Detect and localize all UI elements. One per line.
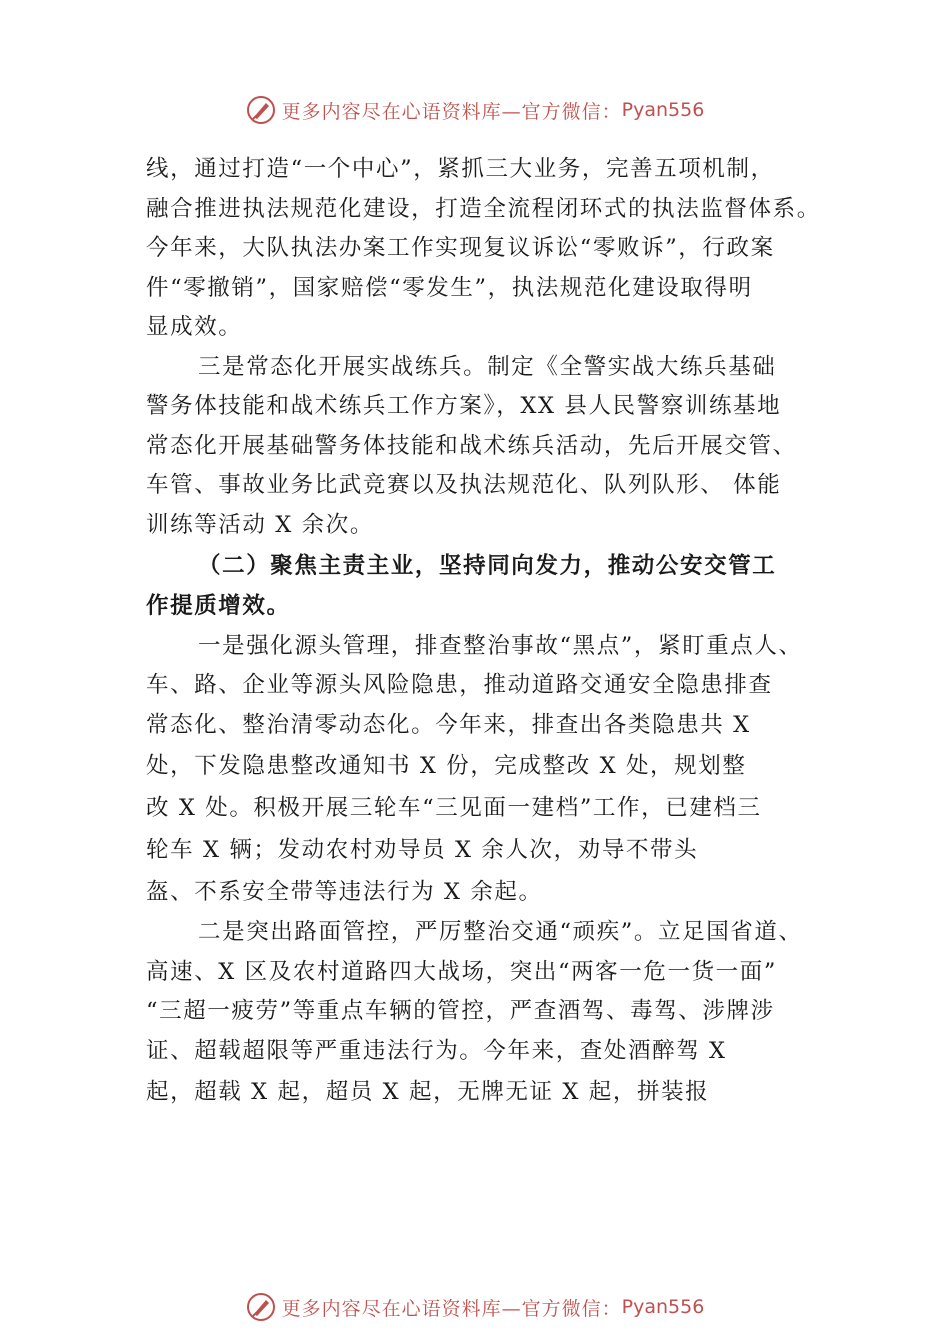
section-heading: 作提质增效。	[146, 593, 291, 619]
watermark-handle: Pyan556	[621, 1296, 705, 1318]
paragraph-line: 警务体技能和战术练兵工作方案》，XX 县人民警察训练基地	[146, 393, 782, 419]
paragraph-line: 融合推进执法规范化建设，打造全流程闭环式的执法监督体系。	[146, 195, 821, 222]
paragraph-line: 显成效。	[146, 314, 243, 340]
paragraph-line: 训练等活动 X 余次。	[146, 511, 374, 538]
header-watermark	[0, 95, 950, 125]
quill-pen-logo-icon	[246, 95, 276, 125]
paragraph-line: 处，下发隐患整改通知书 X 份，完成整改 X 处，规划整	[146, 753, 747, 779]
quill-pen-logo-icon	[246, 1292, 276, 1322]
section-heading: （二）聚焦主责主业，坚持同向发力，推动公安交管工	[198, 553, 777, 579]
paragraph-line: 三是常态化开展实战练兵。制定《全警实战大练兵基础	[198, 353, 777, 380]
paragraph-line: 轮车 X 辆；发动农村劝导员 X 余人次，劝导不带头	[146, 837, 699, 863]
paragraph-line: 常态化、整治清零动态化。今年来，排查出各类隐患共 X	[146, 711, 751, 738]
watermark-text: 更多内容尽在心语资料库—官方微信：	[281, 1297, 622, 1320]
paragraph-line: 车管、事故业务比武竞赛以及执法规范化、队列队形、 体能	[146, 472, 782, 498]
document-body	[146, 150, 821, 1113]
watermark-handle: Pyan556	[621, 99, 705, 121]
paragraph-line: 线，通过打造“一个中心”，紧抓三大业务，完善五项机制，	[146, 156, 775, 182]
paragraph-line: 证、超载超限等严重违法行为。今年来，查处酒醉驾 X	[146, 1037, 727, 1064]
paragraph-line: 起，超载 X 起，超员 X 起，无牌无证 X 起，拼装报	[146, 1079, 710, 1105]
paragraph-line: 高速、X 区及农村道路四大战场，突出“两客一危一货一面”	[146, 958, 777, 985]
paragraph-line: 今年来，大队执法办案工作实现复议诉讼“零败诉”，行政案	[146, 235, 775, 261]
paragraph-line: 盔、不系安全带等违法行为 X 余起。	[146, 879, 543, 905]
paragraph-line: 件“零撤销”，国家赔偿“零发生”，执法规范化建设取得明	[146, 274, 753, 301]
paragraph-line: “三超一疲劳”等重点车辆的管控，严查酒驾、毒驾、涉牌涉	[146, 998, 775, 1024]
watermark-text: 更多内容尽在心语资料库—官方微信：	[281, 100, 622, 123]
paragraph-line: 常态化开展基础警务体技能和战术练兵活动，先后开展交管、	[146, 432, 797, 459]
paragraph-line: 车、路、企业等源头风险隐患，推动道路交通安全隐患排查	[146, 672, 773, 698]
paragraph-line: 改 X 处。积极开展三轮车“三见面一建档”工作，已建档三	[146, 795, 762, 821]
footer-watermark	[0, 1292, 950, 1322]
paragraph-line: 一是强化源头管理，排查整治事故“黑点”，紧盯重点人、	[198, 632, 803, 659]
paragraph-line: 二是突出路面管控，严厉整治交通“顽疾”。立足国省道、	[198, 919, 803, 945]
